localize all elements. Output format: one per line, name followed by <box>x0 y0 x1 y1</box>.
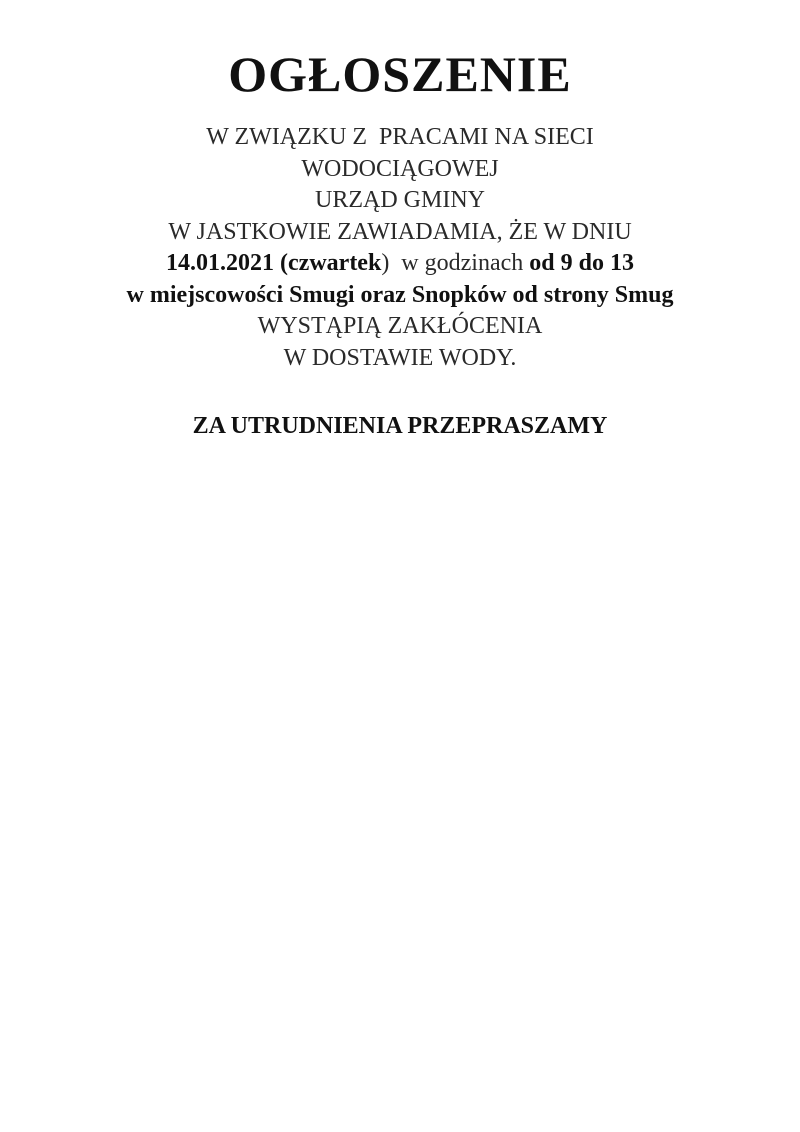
date-text: 14.01.2021 (czwartek <box>166 250 382 276</box>
body-line-7: WYSTĄPIĄ ZAKŁÓCENIA <box>257 313 543 339</box>
hours-intro-text: ) w godzinach <box>381 250 530 276</box>
closing-apology: ZA UTRUDNIENIA PRZEPRASZAMY <box>192 413 608 439</box>
body-line-3: URZĄD GMINY <box>315 187 485 213</box>
body-line-4: W JASTKOWIE ZAWIADAMIA, ŻE W DNIU <box>168 218 632 245</box>
body-line-5 <box>0 248 800 280</box>
announcement-body <box>0 122 800 374</box>
body-line-2: WODOCIĄGOWEJ <box>301 155 499 182</box>
body-line-6: w miejscowości Smugi oraz Snopków od strony Smug <box>126 281 674 308</box>
body-line-1: W ZWIĄZKU Z PRACAMI NA SIECI <box>206 124 594 150</box>
body-line-8: W DOSTAWIE WODY. <box>283 344 517 371</box>
hours-text: od 9 do 13 <box>529 250 634 276</box>
announcement-title: OGŁOSZENIE <box>228 46 572 102</box>
